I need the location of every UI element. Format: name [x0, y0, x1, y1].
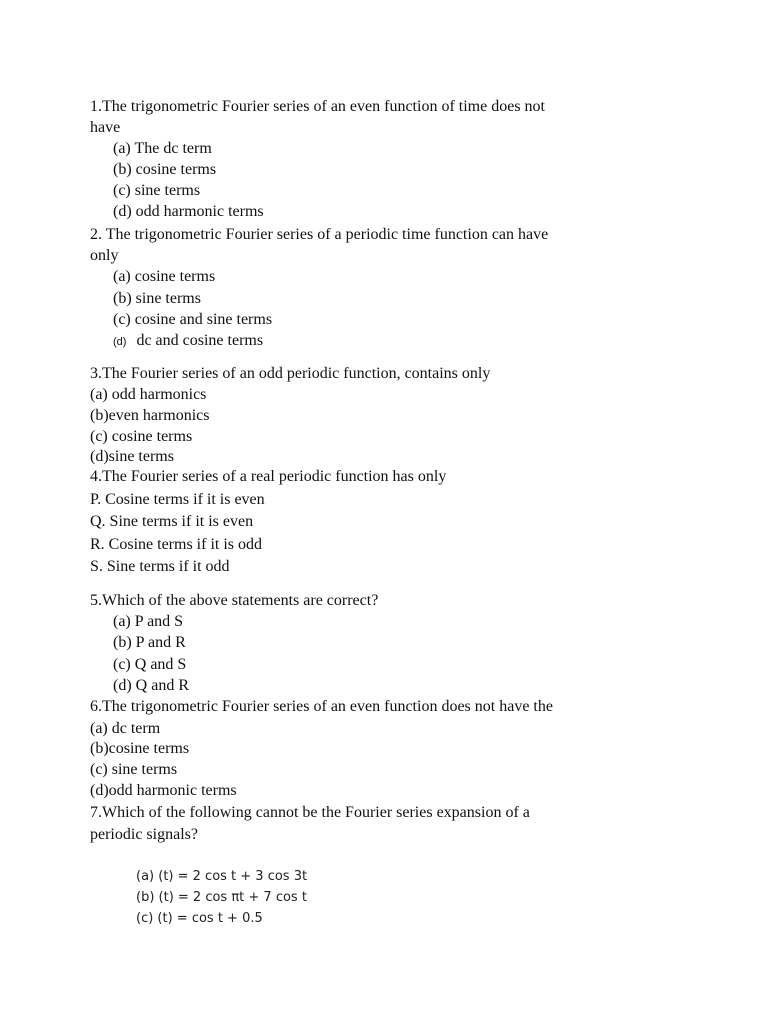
- question-2-option-c: (c) cosine and sine terms: [113, 311, 273, 328]
- question-6-option-a: (a) dc term: [90, 720, 161, 737]
- question-6-option-c: (c) sine terms: [90, 761, 178, 778]
- question-4-statement-q: Q. Sine terms if it is even: [90, 513, 254, 530]
- question-1-option-d: (d) odd harmonic terms: [113, 203, 264, 220]
- question-1-option-b: (b) cosine terms: [113, 161, 217, 178]
- question-2-option-d: [113, 330, 263, 353]
- question-1-option-c: (c) sine terms: [113, 182, 201, 199]
- question-1-option-a: (a) The dc term: [113, 140, 212, 157]
- question-7-option-a-formula: (a) (t) = 2 cos t + 3 cos 3t: [136, 869, 308, 884]
- question-3-option-d: (d)sine terms: [90, 448, 174, 465]
- question-6-option-b: (b)cosine terms: [90, 740, 190, 757]
- question-5-option-d: (d) Q and R: [113, 677, 189, 694]
- question-6-text: 6.The trigonometric Fourier series of an even function does not have the: [90, 698, 553, 715]
- question-3-option-b: (b)even harmonics: [90, 407, 210, 424]
- question-7-option-b-formula: (b) (t) = 2 cos πt + 7 cos t: [136, 890, 307, 905]
- question-7-text: 7.Which of the following cannot be the Fourier series expansion of a: [90, 804, 530, 821]
- question-2-option-a: (a) cosine terms: [113, 268, 216, 285]
- question-1-text: 1.The trigonometric Fourier series of an even function of time does not: [90, 98, 545, 115]
- question-2-text: 2. The trigonometric Fourier series of a periodic time function can have: [90, 226, 549, 243]
- question-4-statement-r: R. Cosine terms if it is odd: [90, 536, 262, 553]
- question-1-text-continued: have: [90, 119, 121, 136]
- question-2-option-d-text: dc and cosine terms: [136, 332, 264, 349]
- question-7-text-continued: periodic signals?: [90, 826, 198, 843]
- question-7-option-c-formula: (c) (t) = cos t + 0.5: [136, 911, 263, 926]
- question-5-option-a: (a) P and S: [113, 613, 184, 630]
- question-5-text: 5.Which of the above statements are correct?: [90, 592, 379, 609]
- question-3-option-c: (c) cosine terms: [90, 428, 193, 445]
- question-6-option-d: (d)odd harmonic terms: [90, 782, 237, 799]
- question-4-statement-s: S. Sine terms if it odd: [90, 558, 230, 575]
- question-3-option-a: (a) odd harmonics: [90, 386, 207, 403]
- question-4-text: 4.The Fourier series of a real periodic function has only: [90, 468, 447, 485]
- question-2-option-b: (b) sine terms: [113, 290, 201, 307]
- question-2-text-continued: only: [90, 247, 119, 264]
- question-5-option-b: (b) P and R: [113, 634, 186, 651]
- question-2-option-d-tag: (d): [113, 336, 127, 348]
- question-5-option-c: (c) Q and S: [113, 656, 187, 673]
- question-3-text: 3.The Fourier series of an odd periodic function, contains only: [90, 365, 491, 382]
- question-4-statement-p: P. Cosine terms if it is even: [90, 491, 265, 508]
